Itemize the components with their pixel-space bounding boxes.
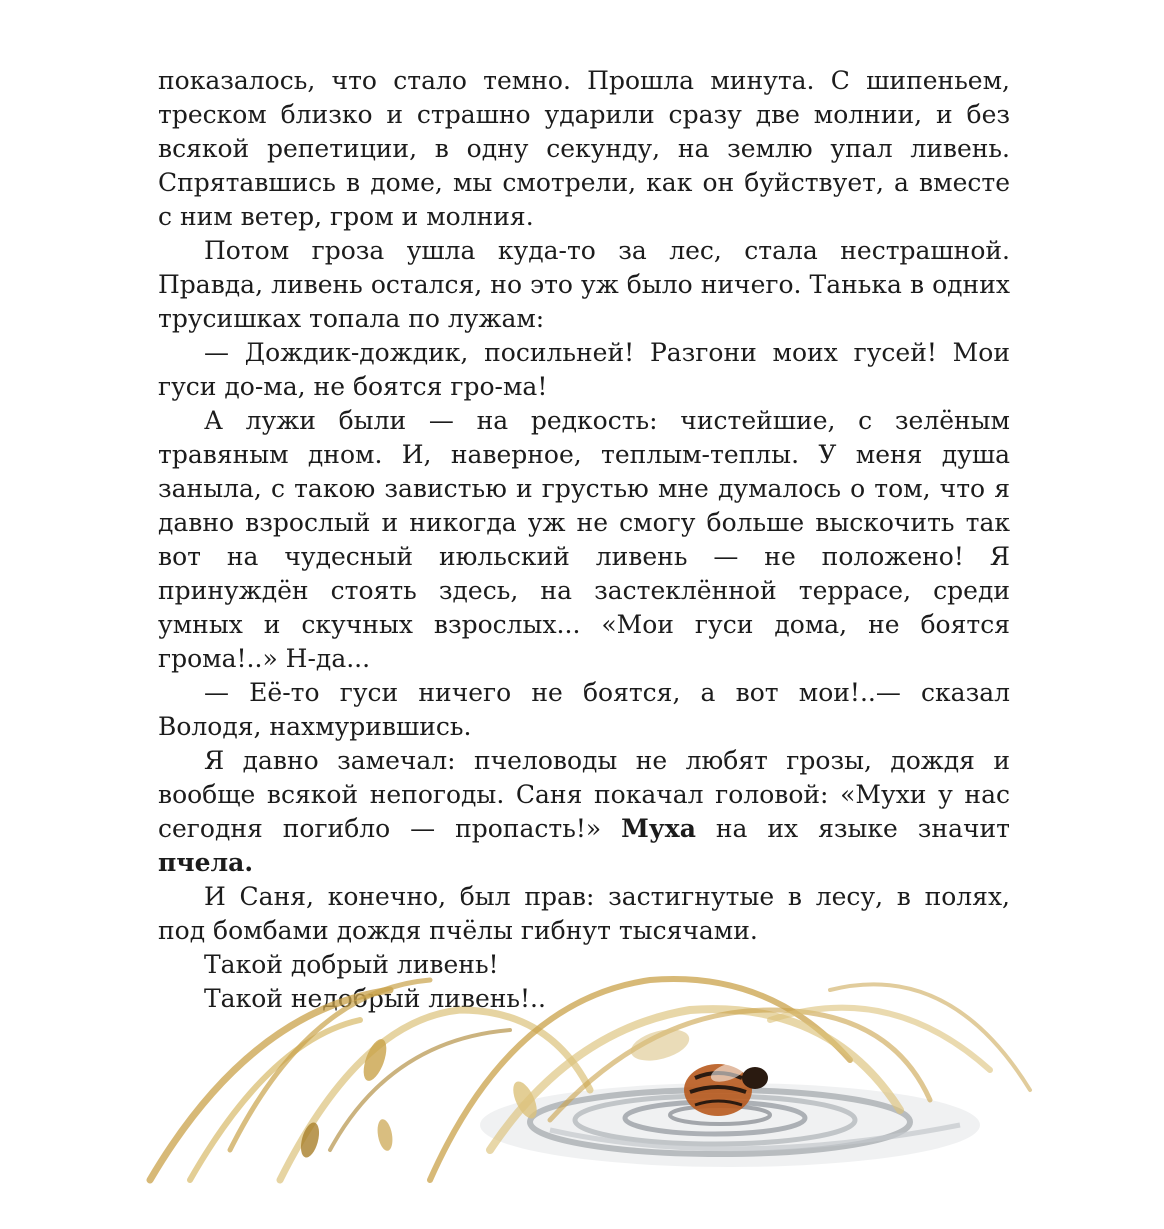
paragraph-9: Такой недобрый ливень!..	[204, 984, 546, 1013]
term-mukha: Муха	[621, 814, 696, 843]
paragraph-3: — Дождик-дождик, посильней! Разгони моих гусей! Мои гуси до-ма, не боятся гро-ма!	[158, 338, 1010, 401]
term-pchela: пчела.	[158, 848, 254, 877]
paragraph-7: И Саня, конечно, был прав: застигнутые в лесу, в полях, под бомбами дождя пчёлы гибнут тысячами.	[158, 882, 1010, 945]
paragraph-5: — Её-то гуси ничего не боятся, а вот мои!..— сказал Володя, нахмурившись.	[158, 678, 1010, 741]
bee-in-puddle-illustration	[130, 950, 1050, 1190]
paragraph-6	[158, 744, 1010, 880]
paragraph-2: Потом гроза ушла куда-то за лес, стала нестрашной. Правда, ливень остался, но это уж было ничего. Танька в одних трусишках топала по лужам:	[158, 236, 1010, 333]
paragraph-1: показалось, что стало темно. Прошла минута. С шипеньем, треском близко и страшно ударили сразу две молнии, и без всякой репетиции, в одну секунду, на землю упал ливень. Спрятавшись в доме, мы смотрели, как он буйствует, а вместе с ним ветер, гром и молния.	[158, 66, 1010, 231]
paragraph-8: Такой добрый ливень!	[204, 950, 499, 979]
page-text	[158, 64, 1010, 1016]
paragraph-6-part-2: на их языке значит	[695, 814, 1010, 843]
paragraph-6-part-1: Я давно замечал: пчеловоды не любят грозы, дождя и вообще всякой непогоды. Саня покачал головой: «Мухи у нас сегодня погибло — пропасть!»	[158, 746, 1010, 843]
paragraph-4: А лужи были — на редкость: чистейшие, с зелёным травяным дном. И, наверное, теплым-теплы. У меня душа заныла, с такою завистью и грустью мне думалось о том, что я давно взрослый и никогда уж не смогу больше выскочить так вот на чудесный июльский ливень — не положено! Я принуждён стоять здесь, на застеклённой террасе, среди умных и скучных взрослых... «Мои гуси дома, не боятся грома!..» Н-да...	[158, 406, 1010, 673]
